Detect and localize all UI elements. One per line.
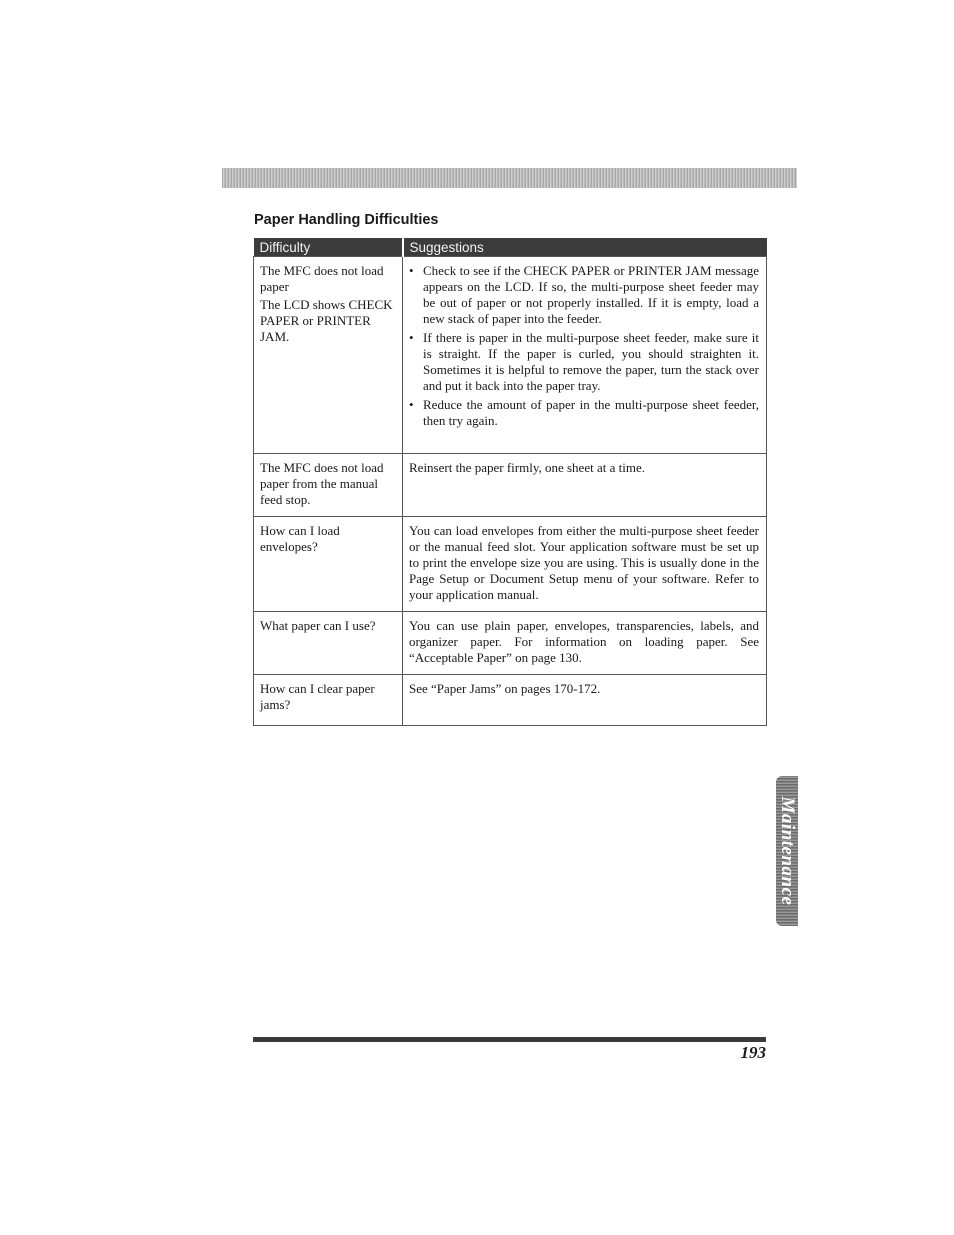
page-number: 193	[740, 1043, 766, 1062]
section-title: Paper Handling Difficulties	[254, 212, 439, 228]
difficulty-cell	[254, 257, 403, 454]
table-row	[254, 675, 767, 726]
chapter-tab	[776, 776, 798, 926]
suggestion-cell	[403, 257, 767, 454]
column-header-suggestions: Suggestions	[403, 238, 767, 257]
suggestion-cell: Reinsert the paper firmly, one sheet at a time.	[403, 454, 767, 517]
suggestion-bullet: • Check to see if the CHECK PAPER or PRINTER JAM message appears on the LCD. If so, the multi-purpose sheet feeder may be out of paper or not properly installed. If it is empty, load a new stack of paper into the feeder.	[409, 263, 759, 327]
troubleshooting-table	[253, 238, 767, 726]
difficulty-cell: How can I load envelopes?	[254, 517, 403, 612]
table-header-row	[254, 238, 767, 257]
footer-rule	[253, 1037, 766, 1042]
suggestion-bullet: • If there is paper in the multi-purpose sheet feeder, make sure it is straight. If the paper is curled, you should straighten it. Sometimes it is helpful to remove the paper, turn the stack over and put it back into the paper tray.	[409, 330, 759, 394]
table-row	[254, 257, 767, 454]
header-band	[222, 168, 797, 188]
difficulty-cell: How can I clear paper jams?	[254, 675, 403, 726]
suggestion-cell: See “Paper Jams” on pages 170-172.	[403, 675, 767, 726]
difficulty-text: The MFC does not load paper	[260, 263, 384, 294]
table-row	[254, 454, 767, 517]
difficulty-cell: The MFC does not load paper from the manual feed stop.	[254, 454, 403, 517]
table-row	[254, 612, 767, 675]
suggestion-cell: You can use plain paper, envelopes, transparencies, labels, and organizer paper. For information on loading paper. See “Acceptable Paper” on page 130.	[403, 612, 767, 675]
difficulty-text: The LCD shows CHECK PAPER or PRINTER JAM.	[260, 297, 393, 344]
suggestion-cell: You can load envelopes from either the multi-purpose sheet feeder or the manual feed slot. Your application software must be set up to print the envelope size you are using. This is usually done in the Page Setup or Document Setup menu of your software. Refer to your application manual.	[403, 517, 767, 612]
chapter-tab-label: Maintenance	[777, 796, 798, 906]
suggestion-list	[409, 263, 759, 429]
table-row	[254, 517, 767, 612]
column-header-difficulty: Difficulty	[254, 238, 403, 257]
difficulty-cell: What paper can I use?	[254, 612, 403, 675]
suggestion-bullet: • Reduce the amount of paper in the multi-purpose sheet feeder, then try again.	[409, 397, 759, 429]
